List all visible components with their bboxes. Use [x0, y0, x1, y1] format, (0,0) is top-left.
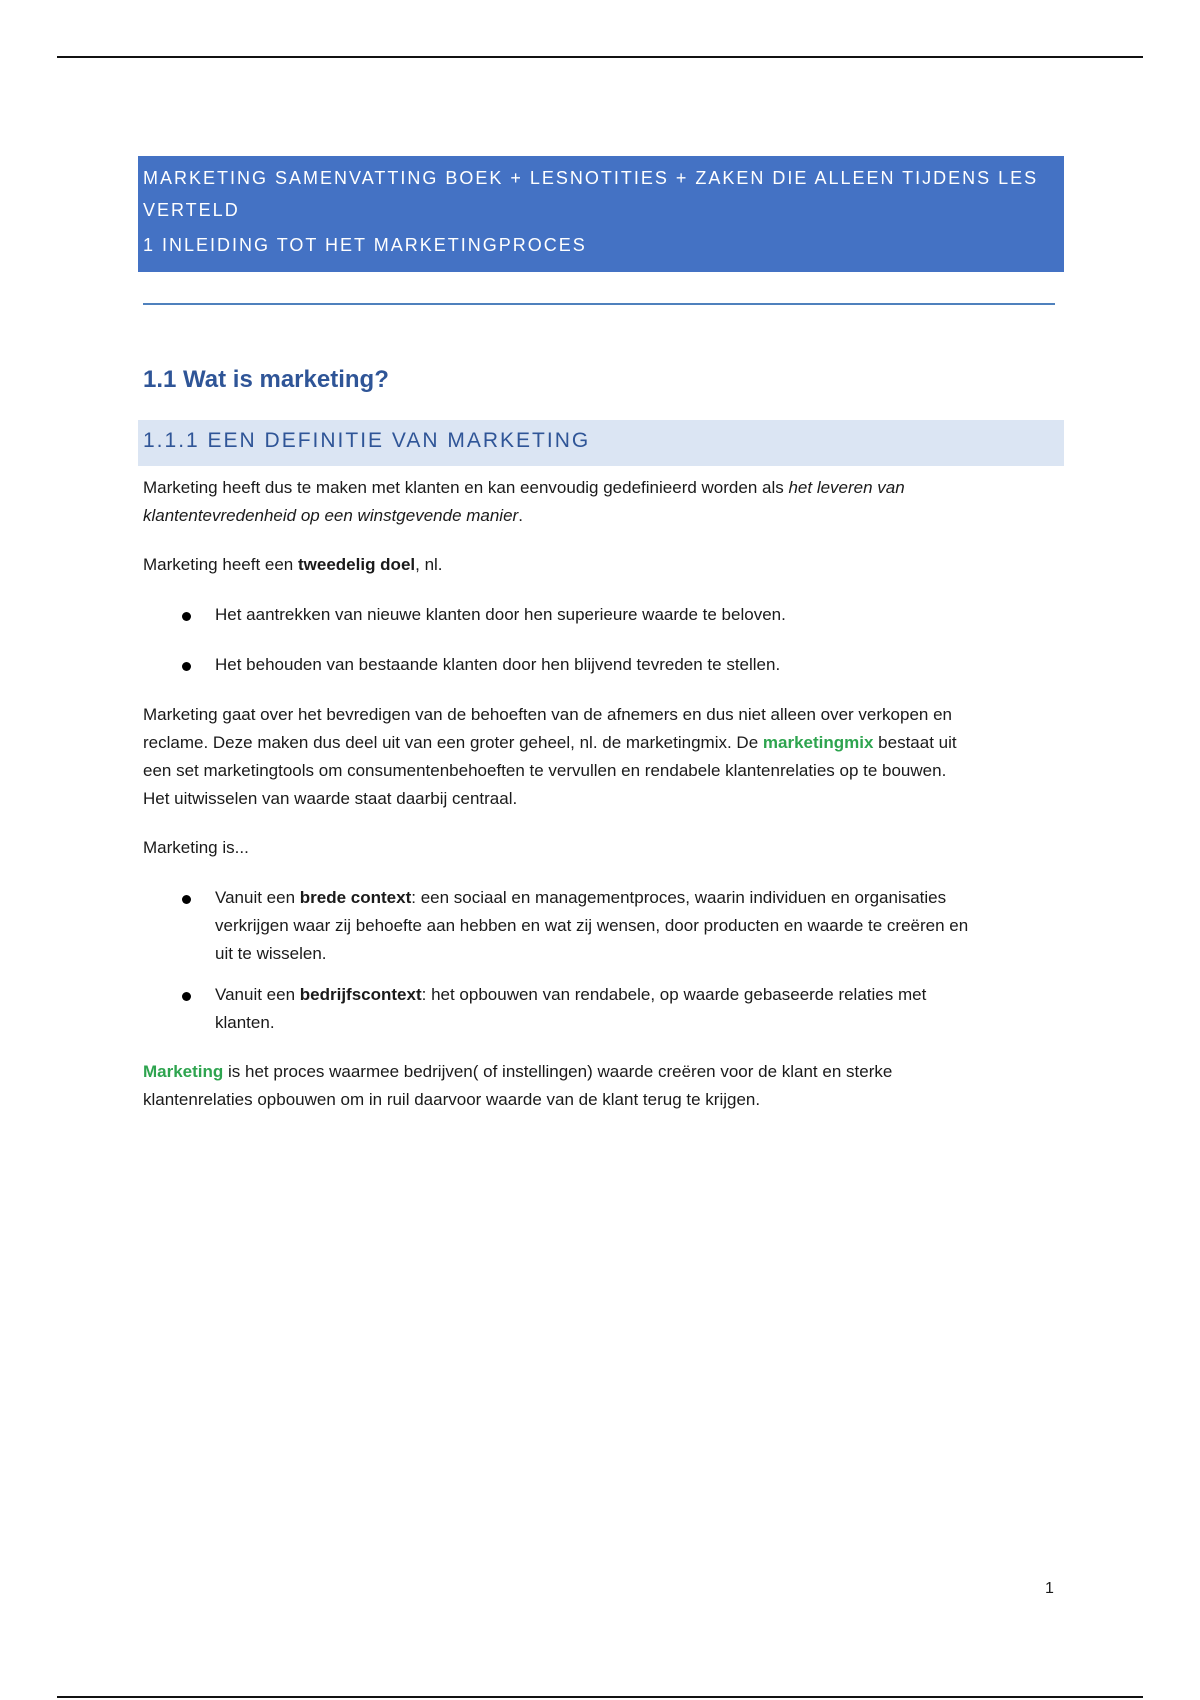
context-line-2: verkrijgen waar zij behoefte aan hebben en wat zij wensen, door producten en waarde te creëren en — [215, 916, 969, 935]
context-line-1: : een sociaal en managementproces, waarin individuen en organisaties — [411, 888, 947, 907]
list-item-text: Het behouden van bestaande klanten door hen blijvend tevreden te stellen. — [215, 655, 781, 674]
page-bottom-rule — [57, 1696, 1143, 1698]
page-top-rule — [57, 56, 1143, 58]
marketingmix-line-4: Het uitwisselen van waarde staat daarbij centraal. — [143, 789, 518, 808]
marketing-definition-line-2: klantenrelaties opbouwen om in ruil daarvoor waarde van de klant terug te krijgen. — [143, 1090, 761, 1109]
context-line-2: klanten. — [215, 1013, 275, 1032]
goal-intro-bold: tweedelig doel — [297, 555, 416, 574]
goal-intro-paragraph — [143, 551, 1043, 579]
goal-intro-text: Marketing heeft een — [143, 555, 298, 574]
section-heading: 1.1 Wat is marketing? — [143, 366, 389, 393]
marketing-is-paragraph: Marketing is... — [143, 838, 249, 857]
context-bold: bedrijfscontext — [299, 985, 422, 1004]
chapter-title: 1 INLEIDING TOT HET MARKETINGPROCES — [143, 235, 587, 255]
list-item-text — [215, 884, 1043, 968]
context-prefix: Vanuit een — [215, 888, 300, 907]
list-item — [143, 601, 1043, 629]
definition-text: Marketing heeft dus te maken met klanten en kan eenvoudig gedefinieerd worden als — [143, 478, 789, 497]
marketingmix-line-1: Marketing gaat over het bevredigen van de behoeften van de afnemers en dus niet alleen over verkopen en — [143, 705, 952, 724]
context-prefix: Vanuit een — [215, 985, 300, 1004]
definition-paragraph — [143, 474, 1043, 530]
list-item — [143, 981, 1043, 1037]
chapter-divider — [143, 303, 1055, 305]
marketingmix-line-3: een set marketingtools om consumentenbehoeften te vervullen en rendabele klantenrelaties op te bouwen. — [143, 761, 947, 780]
bullet-icon — [182, 895, 191, 904]
bullet-icon — [182, 992, 191, 1001]
document-title-line-1: MARKETING SAMENVATTING BOEK + LESNOTITIES + ZAKEN DIE ALLEEN TIJDENS LES — [143, 168, 1039, 188]
marketingmix-line-2-end: bestaat uit — [873, 733, 957, 752]
marketingmix-line-2: reclame. Deze maken dus deel uit van een groter geheel, nl. de marketingmix. De — [143, 733, 763, 752]
definition-end: . — [518, 506, 523, 525]
list-item-text: Het aantrekken van nieuwe klanten door hen superieure waarde te beloven. — [215, 605, 786, 624]
context-bold: brede context — [299, 888, 412, 907]
list-item-text — [215, 981, 1043, 1037]
marketing-definition-line-1: is het proces waarmee bedrijven( of instellingen) waarde creëren voor de klant en sterke — [223, 1062, 893, 1081]
list-item — [143, 884, 1043, 968]
document-title-line-2: VERTELD — [143, 200, 240, 220]
marketingmix-paragraph — [143, 701, 1043, 813]
goal-intro-end: , nl. — [415, 555, 443, 574]
subsection-heading: 1.1.1 EEN DEFINITIE VAN MARKETING — [143, 429, 591, 452]
page-number: 1 — [1045, 1580, 1054, 1597]
list-item — [143, 651, 1043, 679]
document-title-banner — [138, 156, 1064, 272]
context-line-3: uit te wisselen. — [215, 944, 327, 963]
definition-italic-2: klantentevredenheid op een winstgevende manier — [143, 506, 519, 525]
definition-italic-1: het leveren van — [788, 478, 905, 497]
marketing-highlight: Marketing — [143, 1062, 224, 1081]
marketingmix-highlight: marketingmix — [762, 733, 874, 752]
bullet-icon — [182, 612, 191, 621]
context-line-1: : het opbouwen van rendabele, op waarde gebaseerde relaties met — [421, 985, 927, 1004]
marketing-definition-paragraph — [143, 1058, 1043, 1114]
bullet-icon — [182, 662, 191, 671]
